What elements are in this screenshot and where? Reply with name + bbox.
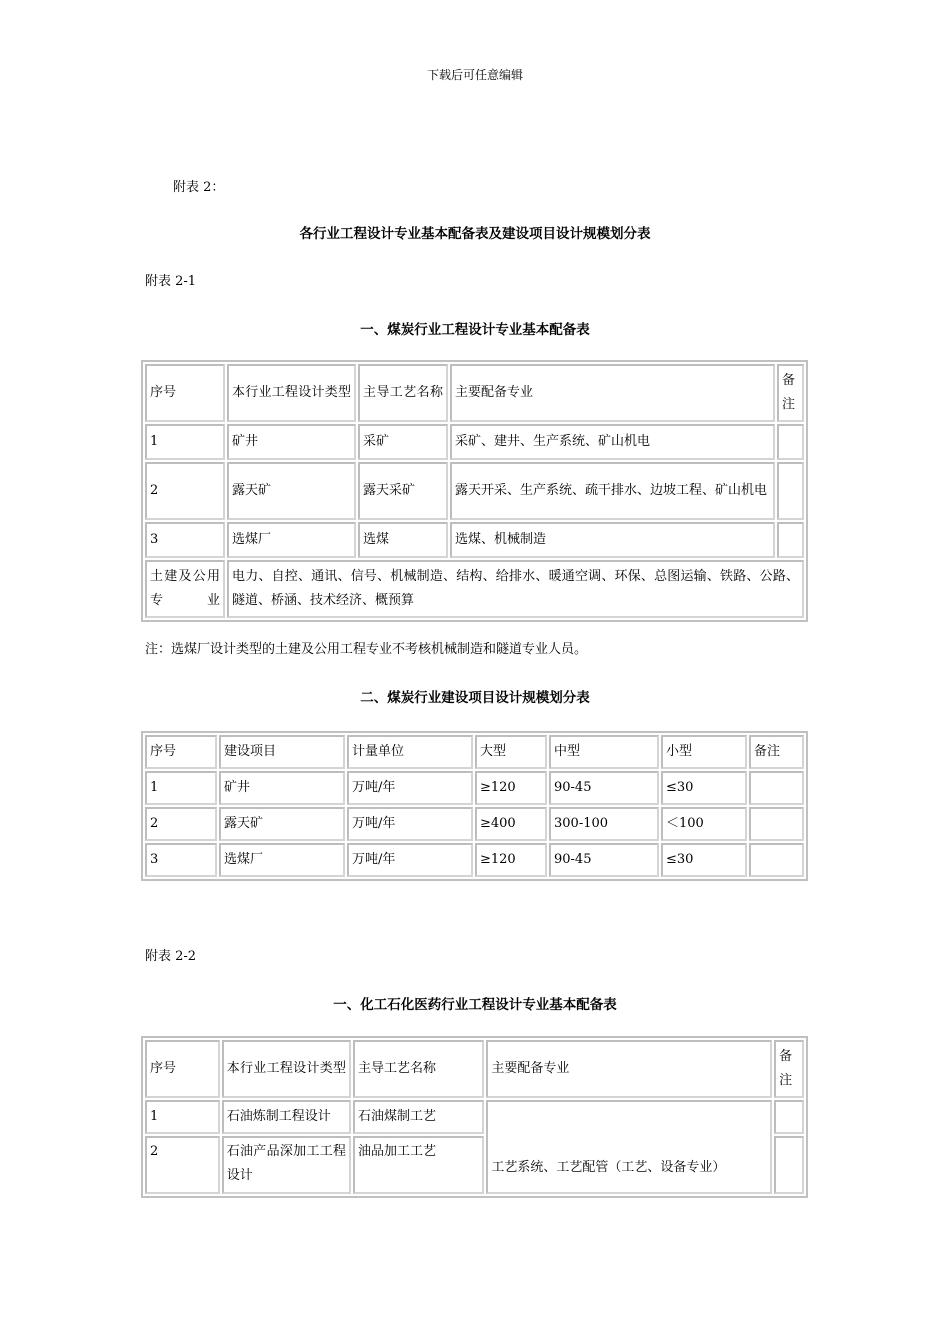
note-text: 注：选煤厂设计类型的土建及公用工程专业不考核机械制造和隧道专业人员。 [145, 642, 588, 657]
cell [777, 424, 804, 460]
section-label-2-2: 附表 2-2 [145, 949, 197, 964]
cell: 3 [145, 843, 217, 877]
cell [749, 771, 804, 805]
cell: 矿井 [227, 424, 356, 460]
table-footer-row [145, 560, 804, 618]
cell [777, 522, 804, 558]
header-cell: 序号 [145, 364, 225, 422]
cell: ≥400 [475, 807, 547, 841]
cell: 2 [145, 462, 225, 520]
cell: 选煤、机械制造 [450, 522, 775, 558]
header-cell: 备注 [749, 735, 804, 769]
table-coal-scale [141, 731, 808, 881]
header-cell: 大型 [475, 735, 547, 769]
cell: 90-45 [549, 771, 659, 805]
cell: 石油煤制工艺 [353, 1100, 484, 1134]
header-cell: 本行业工程设计类型 [227, 364, 356, 422]
header-cell: 计量单位 [347, 735, 473, 769]
header-cell: 主要配备专业 [486, 1040, 772, 1098]
cell: 选煤厂 [227, 522, 356, 558]
cell: ≥120 [475, 771, 547, 805]
cell: ≥120 [475, 843, 547, 877]
table-row [145, 522, 804, 558]
cell: 3 [145, 522, 225, 558]
table-header-row [145, 364, 804, 422]
cell: 露天矿 [227, 462, 356, 520]
table-row [145, 771, 804, 805]
header-cell: 备注 [777, 364, 804, 422]
table-header-row [145, 735, 804, 769]
cell: 露天开采、生产系统、疏干排水、边坡工程、矿山机电 [450, 462, 775, 520]
cell: 万吨/年 [347, 771, 473, 805]
table-row [145, 807, 804, 841]
cell: 石油产品深加工工程设计 [222, 1136, 351, 1194]
page-header: 下载后可任意编辑 [426, 68, 523, 82]
cell: 露天矿 [219, 807, 345, 841]
header-cell: 中型 [549, 735, 659, 769]
cell: 露天采矿 [358, 462, 448, 520]
cell: 2 [145, 807, 217, 841]
table2-title: 二、煤炭行业建设项目设计规模划分表 [360, 690, 590, 706]
cell: 采矿 [358, 424, 448, 460]
header-cell: 备注 [774, 1040, 804, 1098]
header-cell: 建设项目 [219, 735, 345, 769]
main-title: 各行业工程设计专业基本配备表及建设项目设计规模划分表 [299, 226, 651, 242]
cell: 石油炼制工程设计 [222, 1100, 351, 1134]
header-cell: 序号 [145, 735, 217, 769]
cell: 1 [145, 424, 225, 460]
table3-title: 一、化工石化医药行业工程设计专业基本配备表 [333, 997, 617, 1013]
cell [749, 807, 804, 841]
cell: 300-100 [549, 807, 659, 841]
cell: 土建及公用专业 [145, 560, 225, 618]
cell: ≤30 [661, 843, 747, 877]
header-cell: 序号 [145, 1040, 220, 1098]
section-label-2-1: 附表 2-1 [145, 274, 197, 289]
cell: 万吨/年 [347, 807, 473, 841]
cell: 1 [145, 771, 217, 805]
cell: 2 [145, 1136, 220, 1194]
header-cell: 主导工艺名称 [358, 364, 448, 422]
table-row [145, 1100, 804, 1134]
cell: 1 [145, 1100, 220, 1134]
cell [774, 1136, 804, 1194]
cell [777, 462, 804, 520]
cell [749, 843, 804, 877]
cell: 油品加工工艺 [353, 1136, 484, 1194]
table-row [145, 843, 804, 877]
appendix-label: 附表 2： [173, 180, 225, 195]
header-cell: 主要配备专业 [450, 364, 775, 422]
cell: 万吨/年 [347, 843, 473, 877]
cell: 矿井 [219, 771, 345, 805]
header-cell: 小型 [661, 735, 747, 769]
cell: 选煤 [358, 522, 448, 558]
table-chemical-specialties [141, 1036, 808, 1198]
header-cell: 主导工艺名称 [353, 1040, 484, 1098]
cell: 90-45 [549, 843, 659, 877]
cell: ＜100 [661, 807, 747, 841]
cell: ≤30 [661, 771, 747, 805]
cell: 电力、自控、通讯、信号、机械制造、结构、给排水、暖通空调、环保、总图运输、铁路、公路、隧道、桥涵、技术经济、概预算 [227, 560, 804, 618]
cell: 采矿、建井、生产系统、矿山机电 [450, 424, 775, 460]
cell [774, 1100, 804, 1134]
table-header-row [145, 1040, 804, 1098]
table-row [145, 462, 804, 520]
cell: 选煤厂 [219, 843, 345, 877]
table1-title: 一、煤炭行业工程设计专业基本配备表 [360, 322, 590, 338]
table-row [145, 424, 804, 460]
table-coal-specialties [141, 360, 808, 622]
header-cell: 本行业工程设计类型 [222, 1040, 351, 1098]
merged-cell: 工艺系统、工艺配管（工艺、设备专业） [486, 1100, 772, 1194]
